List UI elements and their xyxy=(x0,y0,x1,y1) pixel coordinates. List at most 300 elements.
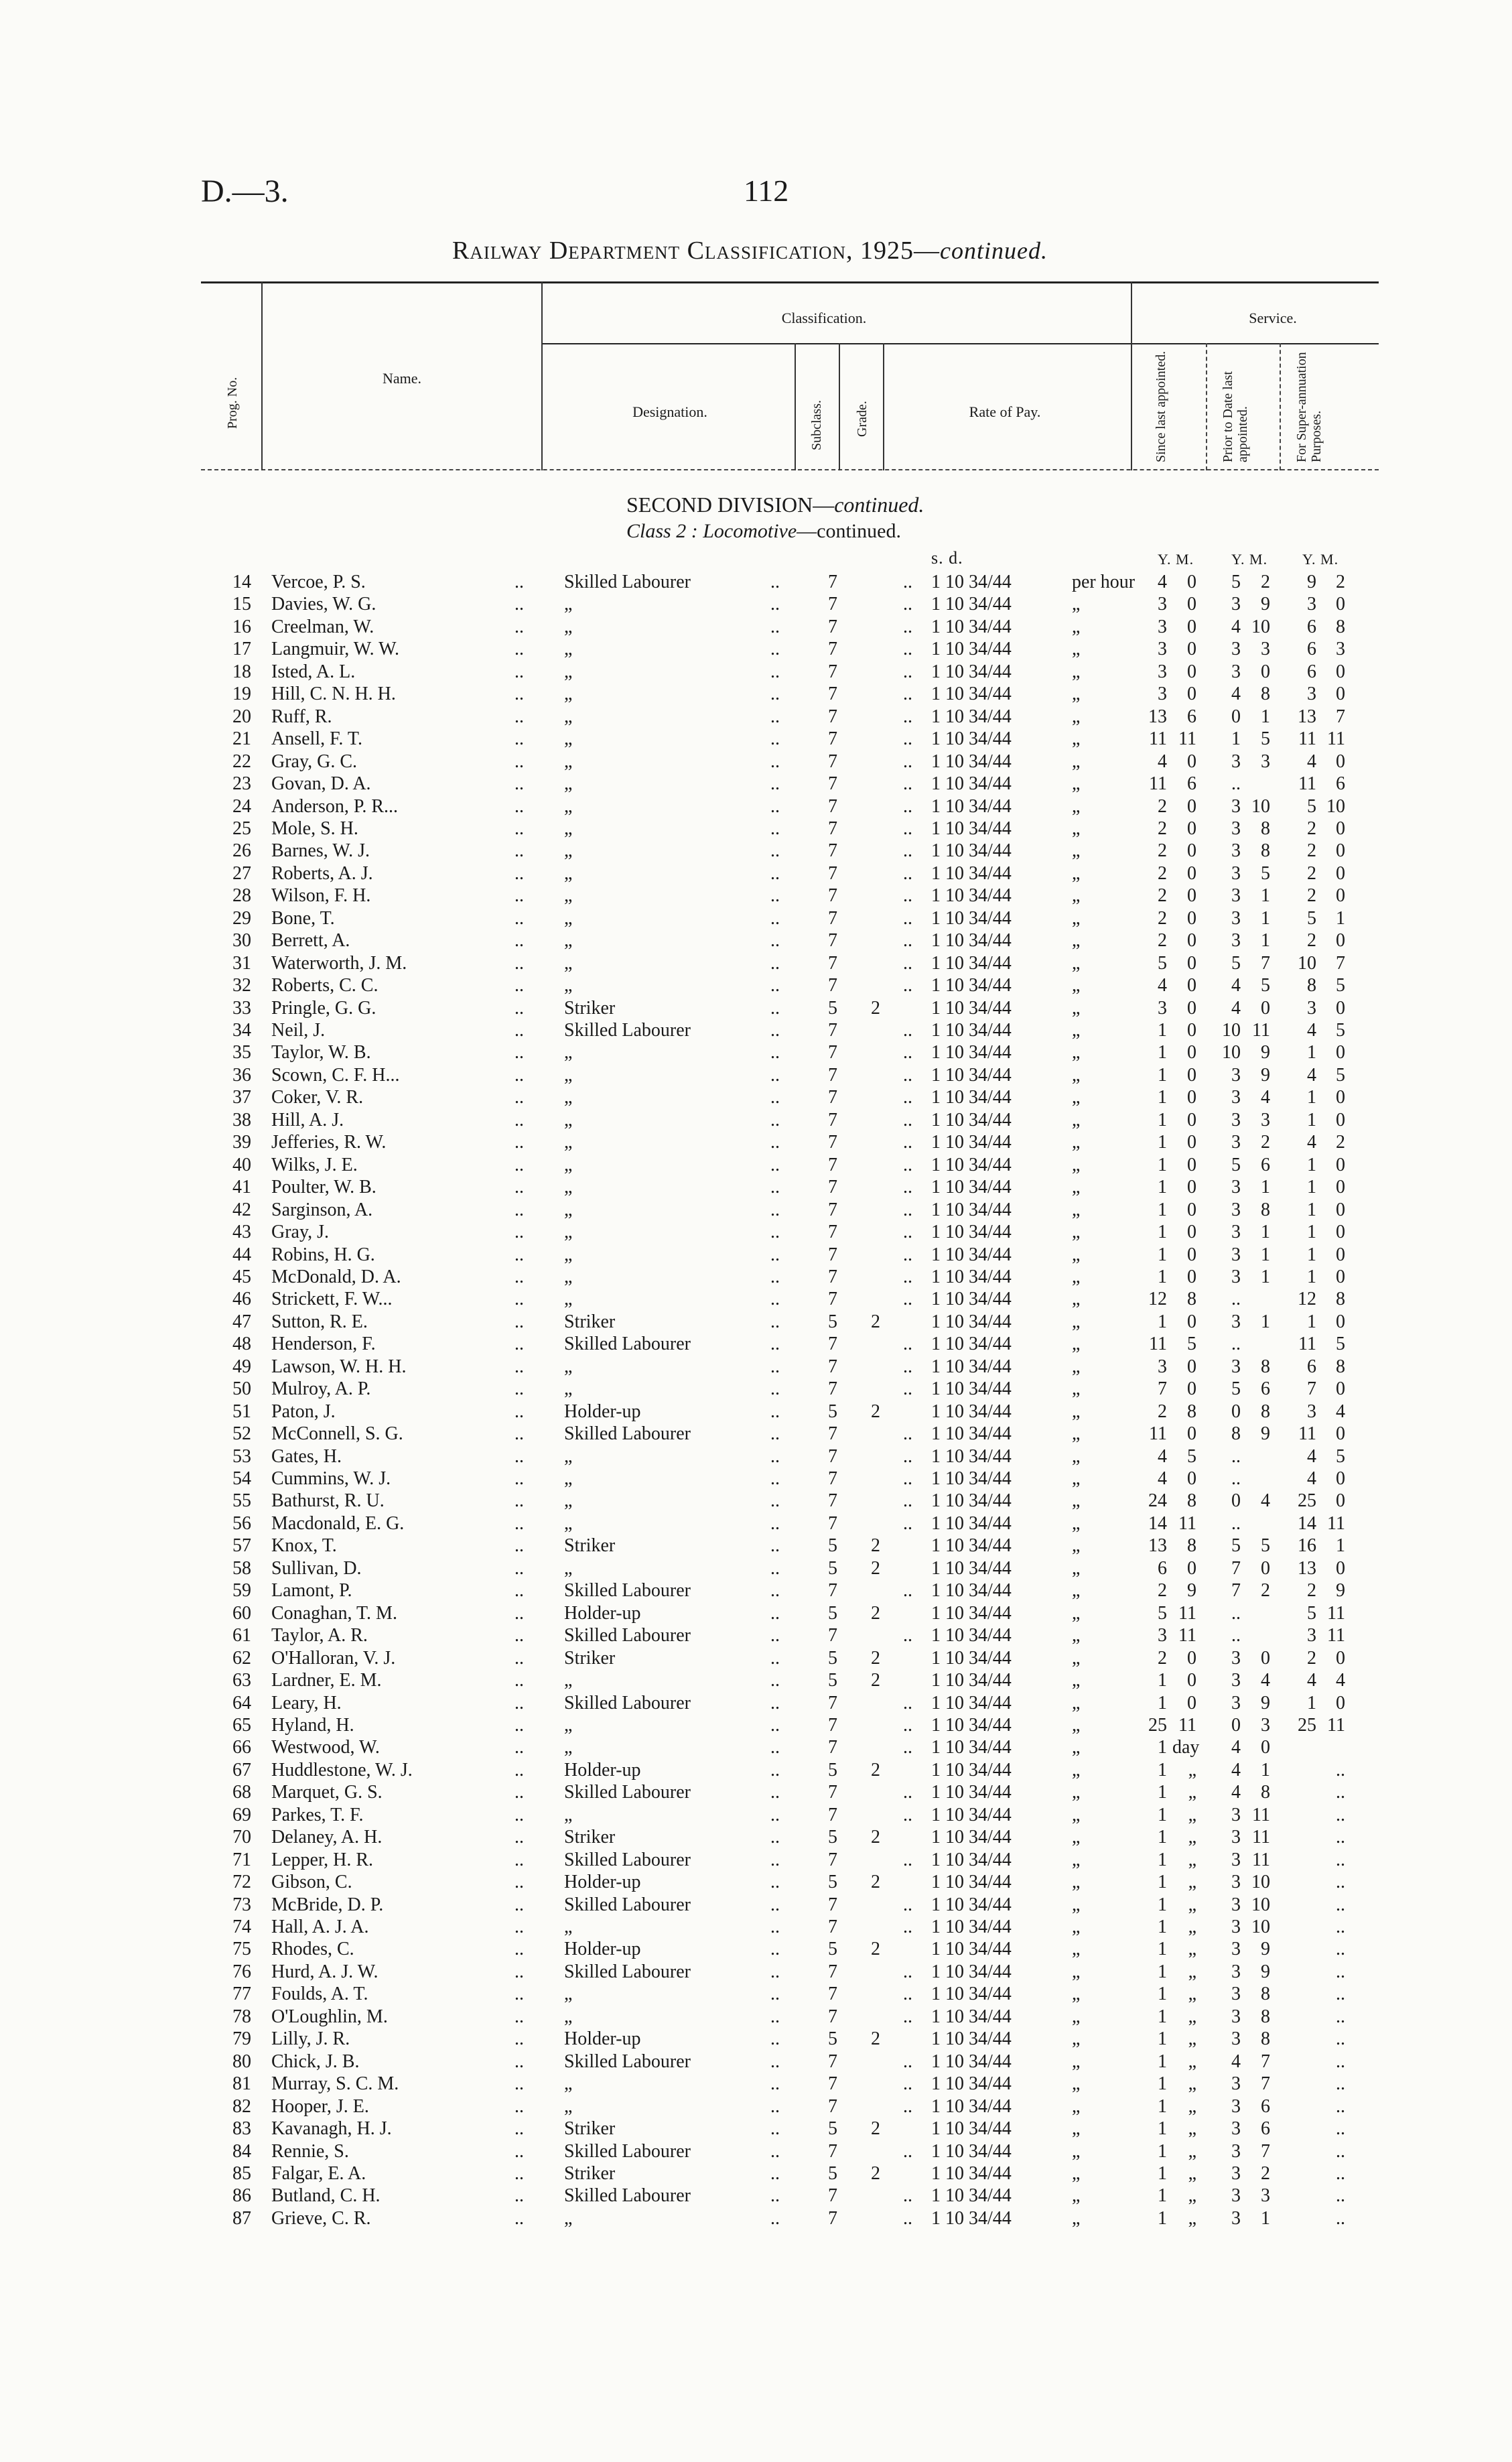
super-years: 10 xyxy=(1298,952,1316,974)
leader-dots: .. xyxy=(514,2118,524,2140)
leader-dots: .. xyxy=(770,1602,780,1624)
super-years: 7 xyxy=(1307,1378,1316,1400)
rate-unit: „ xyxy=(1072,818,1081,839)
col-sep-rate xyxy=(883,343,884,470)
prior-months: 1 xyxy=(1261,1266,1270,1287)
prior-months: 0 xyxy=(1261,1737,1270,1758)
since-months: 0 xyxy=(1187,1020,1196,1041)
super-months: 0 xyxy=(1336,1042,1345,1063)
rate-unit: „ xyxy=(1072,907,1081,929)
leader-dots: .. xyxy=(903,1692,912,1713)
super-years: 1 xyxy=(1307,1087,1316,1108)
subclass: 7 xyxy=(828,1222,837,1243)
row-number: 32 xyxy=(232,975,251,996)
prior-years: 3 xyxy=(1231,885,1241,907)
super-years: 6 xyxy=(1307,1356,1316,1377)
since-years: 2 xyxy=(1158,1647,1167,1669)
super-months: .. xyxy=(1336,1894,1345,1915)
super-months: 0 xyxy=(1336,1378,1345,1400)
leader-dots: .. xyxy=(903,1490,912,1512)
since-months: 6 xyxy=(1187,773,1196,795)
prior-months: 9 xyxy=(1261,1042,1270,1063)
since-years: 6 xyxy=(1158,1557,1167,1579)
row-number: 58 xyxy=(232,1557,251,1579)
grade: 2 xyxy=(871,1535,880,1557)
rate-of-pay: 1 10 34/44 xyxy=(931,1064,1012,1086)
subclass: 7 xyxy=(828,2051,837,2072)
prior-years: 3 xyxy=(1231,2162,1241,2184)
rate-unit: „ xyxy=(1072,1535,1081,1557)
prior-years: 3 xyxy=(1231,1222,1241,1243)
leader-dots: .. xyxy=(770,1670,780,1691)
prior-years: 3 xyxy=(1231,1849,1241,1870)
since-months: „ xyxy=(1188,1759,1196,1780)
subclass: 7 xyxy=(828,1984,837,2005)
leader-dots: .. xyxy=(514,930,524,952)
row-number: 35 xyxy=(232,1042,251,1063)
designation: „ xyxy=(564,1222,573,1243)
employee-name: Marquet, G. S. xyxy=(271,1782,383,1803)
rate-unit: „ xyxy=(1072,1759,1081,1780)
leader-dots: .. xyxy=(770,594,780,615)
employee-name: Ansell, F. T. xyxy=(271,728,362,750)
rate-unit: „ xyxy=(1072,1378,1081,1400)
designation: Striker xyxy=(564,1535,616,1557)
designation: Skilled Labourer xyxy=(564,2185,691,2207)
row-number: 18 xyxy=(232,661,251,682)
prior-years: 3 xyxy=(1231,2006,1241,2027)
rate-of-pay: 1 10 34/44 xyxy=(931,661,1012,682)
leader-dots: .. xyxy=(903,639,912,660)
designation: Holder-up xyxy=(564,1401,641,1422)
prior-years: 4 xyxy=(1231,1737,1241,1758)
prior-years: 4 xyxy=(1231,684,1241,705)
designation: „ xyxy=(564,795,573,817)
row-number: 16 xyxy=(232,616,251,637)
designation: „ xyxy=(564,1984,573,2005)
rate-unit: „ xyxy=(1072,728,1081,750)
prior-years: 3 xyxy=(1231,2140,1241,2162)
designation: „ xyxy=(564,1714,573,1736)
super-years: 1 xyxy=(1307,1109,1316,1130)
subclass: 5 xyxy=(828,1939,837,1960)
leader-dots: .. xyxy=(903,1423,912,1445)
leader-dots: .. xyxy=(770,2095,780,2117)
class-label: Class 2 : xyxy=(626,520,703,542)
subclass: 7 xyxy=(828,1580,837,1602)
since-months: 0 xyxy=(1187,572,1196,592)
rate-unit: „ xyxy=(1072,616,1081,637)
rate-of-pay: 1 10 34/44 xyxy=(931,1423,1012,1445)
designation: Skilled Labourer xyxy=(564,1020,691,1041)
designation: „ xyxy=(564,1199,573,1220)
rate-of-pay: 1 10 34/44 xyxy=(931,1580,1012,1602)
rate-unit: „ xyxy=(1072,1490,1081,1512)
rate-unit: „ xyxy=(1072,885,1081,907)
rate-unit: „ xyxy=(1072,975,1081,996)
subclass: 5 xyxy=(828,2028,837,2050)
subclass: 7 xyxy=(828,952,837,974)
employee-name: Neil, J. xyxy=(271,1020,326,1041)
rate-of-pay: 1 10 34/44 xyxy=(931,2028,1012,2050)
since-years: 1 xyxy=(1158,1872,1167,1893)
subclass: 7 xyxy=(828,1109,837,1130)
leader-dots: .. xyxy=(770,773,780,795)
since-months: „ xyxy=(1188,2140,1196,2162)
prior-months: 1 xyxy=(1261,1759,1270,1780)
leader-dots: .. xyxy=(903,1445,912,1467)
prior-years: .. xyxy=(1231,1602,1241,1624)
col-sep-grade xyxy=(839,343,840,470)
row-number: 26 xyxy=(232,840,251,862)
leader-dots: .. xyxy=(514,1222,524,1243)
leader-dots: .. xyxy=(770,952,780,974)
since-months: 0 xyxy=(1187,907,1196,929)
super-months: 0 xyxy=(1336,1266,1345,1287)
rate-of-pay: 1 10 34/44 xyxy=(931,1894,1012,1915)
grade: 2 xyxy=(871,1939,880,1960)
subclass: 7 xyxy=(828,2185,837,2207)
leader-dots: .. xyxy=(514,2006,524,2027)
rate-of-pay: 1 10 34/44 xyxy=(931,1109,1012,1130)
designation: Skilled Labourer xyxy=(564,1692,691,1713)
designation: Skilled Labourer xyxy=(564,1423,691,1445)
employee-name: Foulds, A. T. xyxy=(271,1984,368,2005)
leader-dots: .. xyxy=(514,1042,524,1063)
rate-unit: „ xyxy=(1072,997,1081,1019)
super-months: 1 xyxy=(1336,1535,1345,1557)
prior-years: .. xyxy=(1231,1625,1241,1646)
designation: „ xyxy=(564,594,573,615)
leader-dots: .. xyxy=(514,1894,524,1915)
super-years: 8 xyxy=(1307,975,1316,996)
header-subclass: Subclass. xyxy=(809,400,824,450)
designation: „ xyxy=(564,952,573,974)
rate-unit: „ xyxy=(1072,840,1081,862)
rate-of-pay: 1 10 34/44 xyxy=(931,616,1012,637)
leader-dots: .. xyxy=(770,1647,780,1669)
since-months: 0 xyxy=(1187,616,1196,637)
prior-years: 3 xyxy=(1231,1917,1241,1937)
subclass: 7 xyxy=(828,1199,837,1220)
rate-unit: „ xyxy=(1072,1580,1081,1602)
prior-years: 0 xyxy=(1231,706,1241,727)
leader-dots: .. xyxy=(770,1535,780,1557)
subclass: 7 xyxy=(828,1512,837,1534)
header-superannuation: For Super-annuation Purposes. xyxy=(1294,352,1324,462)
rate-of-pay: 1 10 34/44 xyxy=(931,728,1012,750)
rate-unit: „ xyxy=(1072,1602,1081,1624)
row-number: 47 xyxy=(232,1311,251,1332)
leader-dots: .. xyxy=(770,818,780,839)
since-months: day xyxy=(1172,1737,1200,1758)
since-years: 2 xyxy=(1158,1580,1167,1602)
employee-name: Hill, A. J. xyxy=(271,1109,344,1130)
since-months: „ xyxy=(1188,2028,1196,2050)
since-months: 0 xyxy=(1187,840,1196,862)
subclass: 7 xyxy=(828,1154,837,1175)
super-months: 0 xyxy=(1336,818,1345,839)
super-months: 0 xyxy=(1336,1177,1345,1198)
super-months: 0 xyxy=(1336,930,1345,952)
designation: „ xyxy=(564,862,573,884)
subclass: 7 xyxy=(828,1692,837,1713)
rate-of-pay: 1 10 34/44 xyxy=(931,2073,1012,2095)
leader-dots: .. xyxy=(903,907,912,929)
designation: Skilled Labourer xyxy=(564,2140,691,2162)
rate-of-pay: 1 10 34/44 xyxy=(931,684,1012,705)
super-months: 0 xyxy=(1336,1423,1345,1445)
row-number: 42 xyxy=(232,1199,251,1220)
leader-dots: .. xyxy=(770,975,780,996)
prior-months: 1 xyxy=(1261,1222,1270,1243)
since-years: 1 xyxy=(1158,2118,1167,2140)
prior-years: 5 xyxy=(1231,1378,1241,1400)
leader-dots: .. xyxy=(903,1804,912,1825)
rate-of-pay: 1 10 34/44 xyxy=(931,840,1012,862)
leader-dots: .. xyxy=(770,1849,780,1870)
rate-unit: „ xyxy=(1072,1311,1081,1332)
prior-years: 3 xyxy=(1231,907,1241,929)
since-months: 0 xyxy=(1187,1557,1196,1579)
employee-name: O'Halloran, V. J. xyxy=(271,1647,396,1669)
subclass: 5 xyxy=(828,2162,837,2184)
leader-dots: .. xyxy=(514,1557,524,1579)
employee-name: Gates, H. xyxy=(271,1445,342,1467)
title-main: Railway Department Classification, 1925— xyxy=(452,237,941,265)
employee-name: McDonald, D. A. xyxy=(271,1266,401,1287)
prior-years: 5 xyxy=(1231,1535,1241,1557)
super-years: 5 xyxy=(1307,795,1316,817)
since-years: 2 xyxy=(1158,907,1167,929)
rate-of-pay: 1 10 34/44 xyxy=(931,1445,1012,1467)
super-months: 11 xyxy=(1327,1714,1345,1736)
super-months: 0 xyxy=(1336,1647,1345,1669)
subclass: 7 xyxy=(828,1737,837,1758)
rate-unit: „ xyxy=(1072,706,1081,727)
prior-years: .. xyxy=(1231,1512,1241,1534)
rate-of-pay: 1 10 34/44 xyxy=(931,907,1012,929)
since-years: 5 xyxy=(1158,952,1167,974)
row-number: 22 xyxy=(232,751,251,772)
rate-of-pay: 1 10 34/44 xyxy=(931,1132,1012,1153)
row-number: 57 xyxy=(232,1535,251,1557)
leader-dots: .. xyxy=(770,1512,780,1534)
leader-dots: .. xyxy=(770,1804,780,1825)
subclass: 7 xyxy=(828,2073,837,2095)
rate-of-pay: 1 10 34/44 xyxy=(931,952,1012,974)
since-years: 13 xyxy=(1148,1535,1167,1557)
subclass: 7 xyxy=(828,885,837,907)
employee-name: Westwood, W. xyxy=(271,1737,380,1758)
designation: „ xyxy=(564,1289,573,1310)
unit-ym-super: Y. M. xyxy=(1302,551,1339,568)
since-months: 0 xyxy=(1187,1647,1196,1669)
designation: Skilled Labourer xyxy=(564,1625,691,1646)
since-years: 25 xyxy=(1148,1714,1167,1736)
leader-dots: .. xyxy=(770,1917,780,1937)
rate-of-pay: 1 10 34/44 xyxy=(931,1154,1012,1175)
prior-months: 9 xyxy=(1261,594,1270,615)
row-number: 70 xyxy=(232,1827,251,1848)
rate-unit: „ xyxy=(1072,661,1081,682)
rate-of-pay: 1 10 34/44 xyxy=(931,1020,1012,1041)
leader-dots: .. xyxy=(514,1984,524,2005)
since-years: 1 xyxy=(1158,1849,1167,1870)
prior-months: 2 xyxy=(1261,1580,1270,1602)
leader-dots: .. xyxy=(514,1468,524,1489)
prior-years: .. xyxy=(1231,1289,1241,1310)
super-months: 0 xyxy=(1336,751,1345,772)
since-months: „ xyxy=(1188,1984,1196,2005)
prior-years: 3 xyxy=(1231,1087,1241,1108)
leader-dots: .. xyxy=(514,2051,524,2072)
since-months: 0 xyxy=(1187,661,1196,682)
super-months: 0 xyxy=(1336,885,1345,907)
prior-months: 0 xyxy=(1261,1557,1270,1579)
rate-of-pay: 1 10 34/44 xyxy=(931,1692,1012,1713)
prior-months: 8 xyxy=(1261,840,1270,862)
prior-years: .. xyxy=(1231,1445,1241,1467)
class-continued: —continued. xyxy=(797,520,901,542)
since-years: 1 xyxy=(1158,1670,1167,1691)
super-years: 1 xyxy=(1307,1266,1316,1287)
prior-years: 3 xyxy=(1231,2185,1241,2207)
prior-years: 10 xyxy=(1222,1042,1241,1063)
prior-years: 3 xyxy=(1231,1311,1241,1332)
leader-dots: .. xyxy=(903,1087,912,1108)
prior-months: 0 xyxy=(1261,661,1270,682)
designation: „ xyxy=(564,773,573,795)
leader-dots: .. xyxy=(903,1625,912,1646)
super-months: .. xyxy=(1336,1827,1345,1848)
super-months: 0 xyxy=(1336,1311,1345,1332)
since-years: 24 xyxy=(1148,1490,1167,1512)
leader-dots: .. xyxy=(514,2140,524,2162)
since-years: 7 xyxy=(1158,1378,1167,1400)
rate-of-pay: 1 10 34/44 xyxy=(931,1289,1012,1310)
subclass: 7 xyxy=(828,661,837,682)
subclass: 5 xyxy=(828,1401,837,1422)
row-number: 19 xyxy=(232,684,251,705)
prior-years: 3 xyxy=(1231,1939,1241,1960)
rate-unit: „ xyxy=(1072,1132,1081,1153)
rate-unit: „ xyxy=(1072,1939,1081,1960)
super-months: 4 xyxy=(1336,1401,1345,1422)
since-months: „ xyxy=(1188,1804,1196,1825)
prior-months: 10 xyxy=(1251,1872,1270,1893)
subclass: 5 xyxy=(828,997,837,1019)
since-years: 4 xyxy=(1158,1468,1167,1489)
employee-name: Barnes, W. J. xyxy=(271,840,370,862)
leader-dots: .. xyxy=(770,1132,780,1153)
since-months: 0 xyxy=(1187,1311,1196,1332)
row-number: 40 xyxy=(232,1154,251,1175)
subclass: 7 xyxy=(828,1356,837,1377)
subclass: 7 xyxy=(828,840,837,862)
leader-dots: .. xyxy=(770,2073,780,2095)
designation: „ xyxy=(564,1490,573,1512)
rate-unit: „ xyxy=(1072,639,1081,660)
leader-dots: .. xyxy=(770,1939,780,1960)
prior-months: 8 xyxy=(1261,1401,1270,1422)
super-years: 5 xyxy=(1307,1602,1316,1624)
leader-dots: .. xyxy=(903,1020,912,1041)
employee-name: Lepper, H. R. xyxy=(271,1849,374,1870)
employee-name: Wilson, F. H. xyxy=(271,885,371,907)
employee-name: Falgar, E. A. xyxy=(271,2162,366,2184)
leader-dots: .. xyxy=(903,1917,912,1937)
prior-years: .. xyxy=(1231,773,1241,795)
leader-dots: .. xyxy=(770,1782,780,1803)
super-months: 2 xyxy=(1336,1132,1345,1153)
unit-ym-since: Y. M. xyxy=(1158,551,1194,568)
since-months: „ xyxy=(1188,1849,1196,1870)
subclass: 5 xyxy=(828,1759,837,1780)
prior-months: 8 xyxy=(1261,1984,1270,2005)
row-number: 59 xyxy=(232,1580,251,1602)
rate-of-pay: 1 10 34/44 xyxy=(931,1804,1012,1825)
row-number: 27 xyxy=(232,862,251,884)
super-months: 11 xyxy=(1327,1625,1345,1646)
rate-of-pay: 1 10 34/44 xyxy=(931,2162,1012,2184)
leader-dots: .. xyxy=(903,572,912,592)
prior-years: 1 xyxy=(1231,728,1241,750)
row-number: 23 xyxy=(232,773,251,795)
super-years: 4 xyxy=(1307,1020,1316,1041)
rate-of-pay: 1 10 34/44 xyxy=(931,2051,1012,2072)
super-years: 1 xyxy=(1307,1199,1316,1220)
since-years: 1 xyxy=(1158,1961,1167,1982)
prior-years: 4 xyxy=(1231,1782,1241,1803)
leader-dots: .. xyxy=(770,1087,780,1108)
prior-months: 9 xyxy=(1261,1692,1270,1713)
grade: 2 xyxy=(871,2118,880,2140)
row-number: 21 xyxy=(232,728,251,750)
leader-dots: .. xyxy=(770,1961,780,1982)
rate-unit: „ xyxy=(1072,1401,1081,1422)
subclass: 7 xyxy=(828,975,837,996)
row-number: 34 xyxy=(232,1020,251,1041)
employee-name: Henderson, F. xyxy=(271,1334,376,1355)
since-months: 0 xyxy=(1187,975,1196,996)
designation: Skilled Labourer xyxy=(564,2051,691,2072)
super-months: 9 xyxy=(1336,1580,1345,1602)
designation: Skilled Labourer xyxy=(564,572,691,592)
super-years: 5 xyxy=(1307,907,1316,929)
row-number: 81 xyxy=(232,2073,251,2095)
since-years: 1 xyxy=(1158,1154,1167,1175)
prior-months: 3 xyxy=(1261,2185,1270,2207)
since-years: 3 xyxy=(1158,616,1167,637)
designation: „ xyxy=(564,684,573,705)
prior-months: 8 xyxy=(1261,1356,1270,1377)
subclass: 7 xyxy=(828,773,837,795)
row-number: 69 xyxy=(232,1804,251,1825)
leader-dots: .. xyxy=(903,2073,912,2095)
prior-months: 9 xyxy=(1261,1423,1270,1445)
rate-unit: „ xyxy=(1072,1468,1081,1489)
designation: Holder-up xyxy=(564,1759,641,1780)
rate-unit: „ xyxy=(1072,2118,1081,2140)
unit-sd: s. d. xyxy=(931,548,963,568)
employee-name: Gray, G. C. xyxy=(271,751,358,772)
leader-dots: .. xyxy=(514,1827,524,1848)
since-years: 1 xyxy=(1158,1692,1167,1713)
rate-unit: „ xyxy=(1072,1177,1081,1198)
row-number: 61 xyxy=(232,1625,251,1646)
leader-dots: .. xyxy=(514,728,524,750)
